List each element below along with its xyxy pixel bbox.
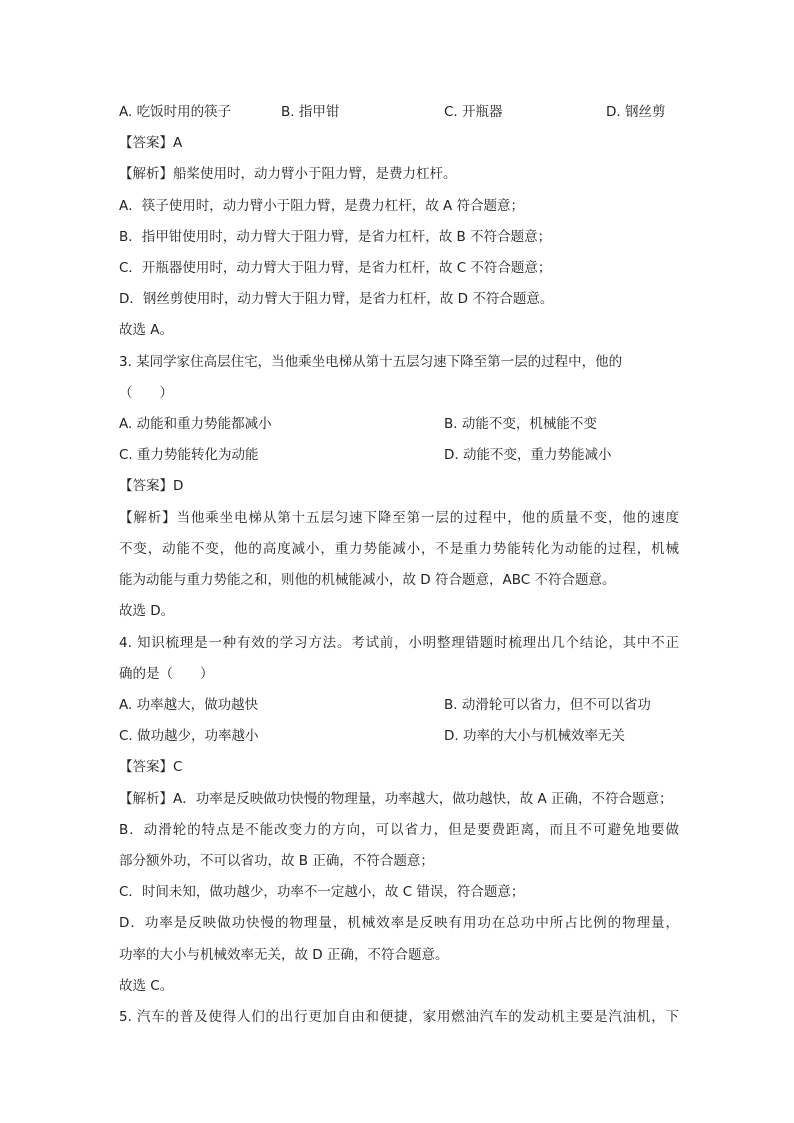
q4-analysis-line: B．动滑轮的特点是不能改变力的方向，可以省力，但是要费距离，而且不可避免地要做	[119, 822, 679, 838]
q2-answer: 【答案】A	[119, 135, 183, 151]
q4-answer: 【答案】C	[119, 759, 183, 775]
q4-stem: 4. 知识梳理是一种有效的学习方法。考试前，小明整理错题时梳理出几个结论，其中不正	[119, 635, 679, 651]
q4-analysis-line: 【解析】A．功率是反映做功快慢的物理量，功率越大，做功越快，故 A 正确，不符合题意；	[119, 791, 673, 807]
q4-analysis-line: C．时间未知，做功越少，功率不一定越小，故 C 错误，符合题意；	[119, 884, 525, 900]
q2-conclusion: 故选 A。	[119, 322, 174, 338]
q2-analysis-line: B．指甲钳使用时，动力臂大于阻力臂，是省力杠杆，故 B 不符合题意；	[119, 229, 552, 245]
q2-option-b: B. 指甲钳	[281, 104, 340, 120]
q3-analysis-line: 不变，动能不变，他的高度减小，重力势能减小，不是重力势能转化为动能的过程，机械	[119, 541, 679, 557]
q3-option-b: B. 动能不变，机械能不变	[444, 416, 597, 432]
q4-conclusion: 故选 C。	[119, 978, 174, 994]
q3-option-a: A. 动能和重力势能都减小	[119, 416, 272, 432]
q3-option-c: C. 重力势能转化为动能	[119, 447, 259, 463]
q4-analysis-line: D．功率是反映做功快慢的物理量，机械效率是反映有用功在总功中所占比例的物理量，	[119, 915, 679, 931]
q3-analysis-line: 【解析】当他乘坐电梯从第十五层匀速下降至第一层的过程中，他的质量不变，他的速度	[119, 510, 679, 526]
q3-option-d: D. 动能不变，重力势能减小	[444, 447, 612, 463]
q5-stem: 5. 汽车的普及使得人们的出行更加自由和便捷，家用燃油汽车的发动机主要是汽油机，下	[119, 1009, 679, 1025]
q3-stem-blank: （ ）	[119, 385, 173, 401]
q4-analysis-line: 功率的大小与机械效率无关，故 D 正确，不符合题意。	[119, 947, 449, 963]
q4-options-row2	[119, 726, 679, 746]
q4-option-d: D. 功率的大小与机械效率无关	[444, 728, 625, 744]
q3-options-row2	[119, 445, 679, 465]
q4-analysis-line: 部分额外功，不可以省功，故 B 正确，不符合题意；	[119, 853, 434, 869]
q2-options	[119, 102, 679, 122]
q4-stem-blank: 确的是（ ）	[119, 666, 214, 682]
q2-option-c: C. 开瓶器	[444, 104, 503, 120]
q3-answer: 【答案】D	[119, 478, 184, 494]
q2-option-d: D. 钢丝剪	[606, 104, 666, 120]
q4-option-b: B. 动滑轮可以省力，但不可以省功	[444, 697, 651, 713]
q2-analysis-line: C．开瓶器使用时，动力臂大于阻力臂，是省力杠杆，故 C 不符合题意；	[119, 260, 552, 276]
q2-analysis-line: 【解析】船桨使用时，动力臂小于阻力臂，是费力杠杆。	[119, 166, 457, 182]
q3-stem: 3. 某同学家住高层住宅，当他乘坐电梯从第十五层匀速下降至第一层的过程中，他的	[119, 354, 623, 370]
q4-options-row1	[119, 695, 679, 715]
q2-option-a: A. 吃饭时用的筷子	[119, 104, 232, 120]
q4-option-a: A. 功率越大，做功越快	[119, 697, 259, 713]
q2-analysis-line: A．筷子使用时，动力臂小于阻力臂，是费力杠杆，故 A 符合题意；	[119, 198, 525, 214]
q3-conclusion: 故选 D。	[119, 603, 175, 619]
q2-analysis-line: D．钢丝剪使用时，动力臂大于阻力臂，是省力杠杆，故 D 不符合题意。	[119, 291, 554, 307]
q4-option-c: C. 做功越少，功率越小	[119, 728, 259, 744]
q3-options-row1	[119, 414, 679, 434]
q3-analysis-line: 能为动能与重力势能之和，则他的机械能减小，故 D 符合题意，ABC 不符合题意。	[119, 572, 616, 588]
